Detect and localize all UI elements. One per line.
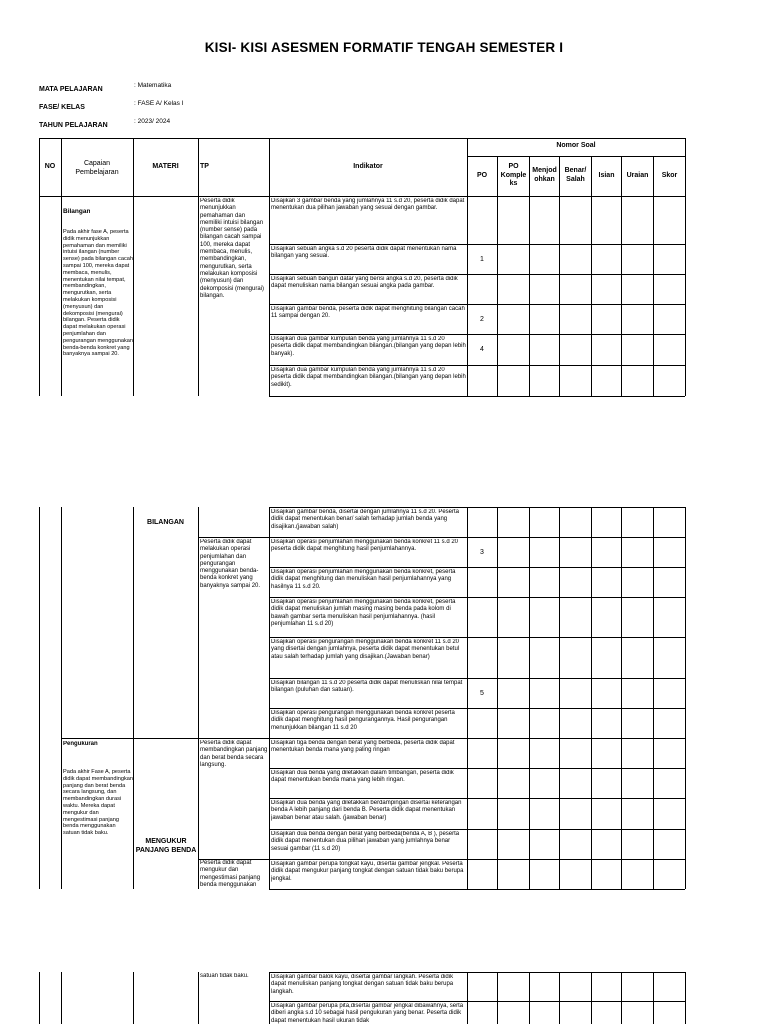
capaian-text-pengukuran: Pada akhir Fase A, peserta didik dapat membandingkan panjang dan berat benda secara langsung, dan membandingkan durasi waktu. Mereka dapat mengukur dan mengestimasi panjang benda menggunakan satuan tidak baku. bbox=[63, 769, 133, 837]
indicator-p2-3: Disajikan operasi penjumlahan menggunakan benda konkret, peserta didik dapat menghitung dan menuliskan hasil penjumlahannya yang hasilnya 11 s.d 20. bbox=[271, 569, 456, 590]
header-benar-salah: Benar/ Salah bbox=[564, 167, 587, 183]
header-materi: MATERI bbox=[152, 163, 179, 170]
capaian-title-bilangan: Bilangan bbox=[63, 208, 91, 215]
tahun-label: TAHUN PELAJARAN bbox=[39, 122, 108, 129]
indicator-p2-7: Disajikan operasi pengurangan menggunakan benda konkret peserta didik dapat menghitung hasil pengurangannya. Hasil pengurangan menunjukkan bilangan 11 s.d 20 bbox=[271, 710, 455, 731]
indicator-p1-2: Disajikan sebuah angka s.d 20 peserta didik dapat menentukan nama bilangan yang sesuai. bbox=[271, 246, 457, 260]
capaian-text-bilangan: Pada akhir fase A, peserta didik menunjukkan pemahaman dan memiliki intuisi ilangan (number sense) pada bilangan cacah sampai 100, mereka dapat membaca, menulis, menentukan nilai tempat, membandingkan, mengurutkan, serta melakukan komposisi (menyusun) dan dekomposisi (mengurai) bilangan. Peserta didik dapat melakukan operasi penjumlahan dan pengurangan menggunakan benda-benda konkret yang banyaknya sampai 20. bbox=[63, 229, 133, 358]
header-menjodohkan: Menjod ohkan bbox=[532, 167, 557, 183]
indicator-p2-8: Disajikan tiga benda dengan berat yang berbeda, peserta didik dapat menentukan benda mana yang paling ringan bbox=[271, 740, 455, 754]
header-capaian: Capaian Pembelajaran bbox=[75, 160, 119, 176]
indicator-p2-2: Disajikan operasi penjumlahan menggunakan benda konkret 11 s.d 20 peserta didik dapat menghitung hasil penjumlahannya. bbox=[271, 539, 459, 553]
tahun-value: : 2023/ 2024 bbox=[134, 118, 171, 125]
indicator-p3-1: Disajikan gambar balok kayu, disertai gambar langkah. Peserta didik dapat menuliskan panjang tongkat dengan satuan tidak baku berupa langkah. bbox=[271, 974, 454, 995]
indicator-p3-2: Disajikan gambar perupa pita,disertai gambar jengkal dibawahnya, serta diberi angka s.d 10 sebagai hasil pengukuran yang benar. Peserta didik dapat menentukan hasil ukuran tidak bbox=[271, 1003, 464, 1024]
tp-text-pengukuran-2: Peserta didik dapat mengukur dan mengestimasi panjang benda menggunakan bbox=[200, 860, 261, 888]
question-number: 5 bbox=[480, 690, 484, 697]
indicator-p2-9: Disajikan dua benda yang diletakkan dalam timbangan, peserta didik dapat menentukan benda mana yang lebih ringan. bbox=[271, 770, 454, 784]
question-number: 2 bbox=[480, 316, 484, 323]
tp-text-pengukuran-1: Peserta didik dapat membandingkan panjang dan berat benda secara langsung. bbox=[200, 740, 268, 768]
indicator-p1-6: Disajikan dua gambar kumpulan benda yang jumlahnya 11 s.d 20 peserta didik dapat membandingkan bilangan.(bilangan yang depan lebih sedikit). bbox=[271, 367, 466, 388]
header-po-kompleks: PO Komple ks bbox=[500, 163, 527, 187]
indicator-p2-1: Disajikan gambar benda, disertai dengan jumlahnya 11 s.d 20. Peserta didik dapat menentukan benar/ salah terhadap jumlah benda yang disajikan.(jawaban salah) bbox=[271, 509, 460, 530]
header-uraian: Uraian bbox=[626, 172, 649, 179]
indicator-p2-11: Disajikan dua benda dengan berat yang berbeda(benda A, B ), peserta didik dapat menentukan dua pilihan jawaban yang jumlahnya benar sesuai gambar (11 s.d 20) bbox=[271, 831, 460, 852]
tp-text-bilangan: Peserta didik menunjukkan pemahaman dan memiliki intuisi bilangan (number sense) pada bilangan cacah sampai 100, mereka dapat membaca, menulis, membandingkan, mengurutkan, serta melakukan komposisi (menyusun) dan dekomposisi (mengurai) bilangan. bbox=[200, 198, 265, 299]
tp-text-cont: satuan tidak baku. bbox=[200, 973, 249, 979]
header-tp: TP bbox=[200, 163, 209, 170]
page-title: KISI- KISI ASESMEN FORMATIF TENGAH SEMESTER I bbox=[204, 40, 564, 55]
materi-bilangan: BILANGAN bbox=[147, 519, 184, 526]
fase-value: : FASE A/ Kelas I bbox=[134, 100, 184, 107]
indicator-p2-5: Disajikan operasi pengurangan menggunakan benda konkret 11 s.d 20 yang disertai dengan jumlahnya, peserta didik dapat menentukan betul atau salah terhadap jumlah yang disajikan.(Jawaban benar) bbox=[271, 639, 460, 660]
indicator-p2-12: Disajikan gambar perupa tongkat kayu, disertai gambar jengkal. Peserta didik dapat mengukur panjang tongkat dengan satuan tidak baku berupa jengkal. bbox=[271, 861, 464, 882]
header-skor: Skor bbox=[661, 172, 678, 179]
indicator-p2-10: Disajikan dua benda yang diletakkan berdampingan disertai keterangan benda A lebih panjang dari benda B. Peserta didik dapat menentukan jawaban benar atau salah. (jawaban benar) bbox=[271, 800, 462, 821]
capaian-title-pengukuran: Pengukuran bbox=[63, 741, 98, 747]
header-isian: Isian bbox=[598, 172, 615, 179]
indicator-p1-1: Disajikan 3 gambar benda yang jumlahnya 11 s.d 20, peserta didik dapat menentukan dua pilihan jawaban yang sesuai dengan gambar. bbox=[271, 198, 465, 212]
indicator-p1-4: Disajikan gambar benda, peserta didik dapat menghitung bilangan cacah 11 sampai dengan 20. bbox=[271, 306, 465, 320]
header-nomor-soal: Nomor Soal bbox=[556, 142, 596, 149]
materi-mengukur-panjang: MENGUKUR PANJANG BENDA bbox=[135, 838, 197, 854]
mata-pelajaran-label: MATA PELAJARAN bbox=[39, 86, 103, 93]
fase-label: FASE/ KELAS bbox=[39, 104, 85, 111]
question-number: 1 bbox=[480, 256, 484, 263]
header-po: PO bbox=[476, 172, 488, 179]
question-number: 4 bbox=[480, 346, 484, 353]
indicator-p1-5: Disajikan dua gambar kumpulan benda yang jumlahnya 11 s.d 20 peserta didik dapat membandingkan bilangan.(bilangan yang depan lebih banyak). bbox=[271, 336, 466, 357]
indicator-p2-4: Disajikan operasi penjumlahan menggunakan benda konkret, peserta didik dapat menuliskan jumlah masing masing benda pada kolom di bawah gambar serta menuliskan hasil penjumlahannya. (hasil penjumlahan 11 s.d 20) bbox=[271, 599, 456, 627]
indicator-p2-6: Disajikan bilangan 11 s.d 20 peserta didik dapat menuliskan nilai tempat bilangan (puluhan dan satuan). bbox=[271, 680, 463, 694]
question-number: 3 bbox=[480, 549, 484, 556]
header-no: NO bbox=[44, 163, 56, 170]
tp-text-bilangan-operasi: Peserta didik dapat melakukan operasi penjumlahan dan pengurangan menggunakan benda-benda konkret yang banyaknya sampai 20. bbox=[200, 539, 261, 589]
header-indikator: Indikator bbox=[353, 163, 383, 170]
indicator-p1-3: Disajikan sebuah bangun datar yang berisi angka s.d 20, peserta didik dapat menuliskan nama bilangan sesuai angka pada gambar. bbox=[271, 276, 458, 290]
mata-pelajaran-value: : Matematika bbox=[134, 82, 172, 89]
